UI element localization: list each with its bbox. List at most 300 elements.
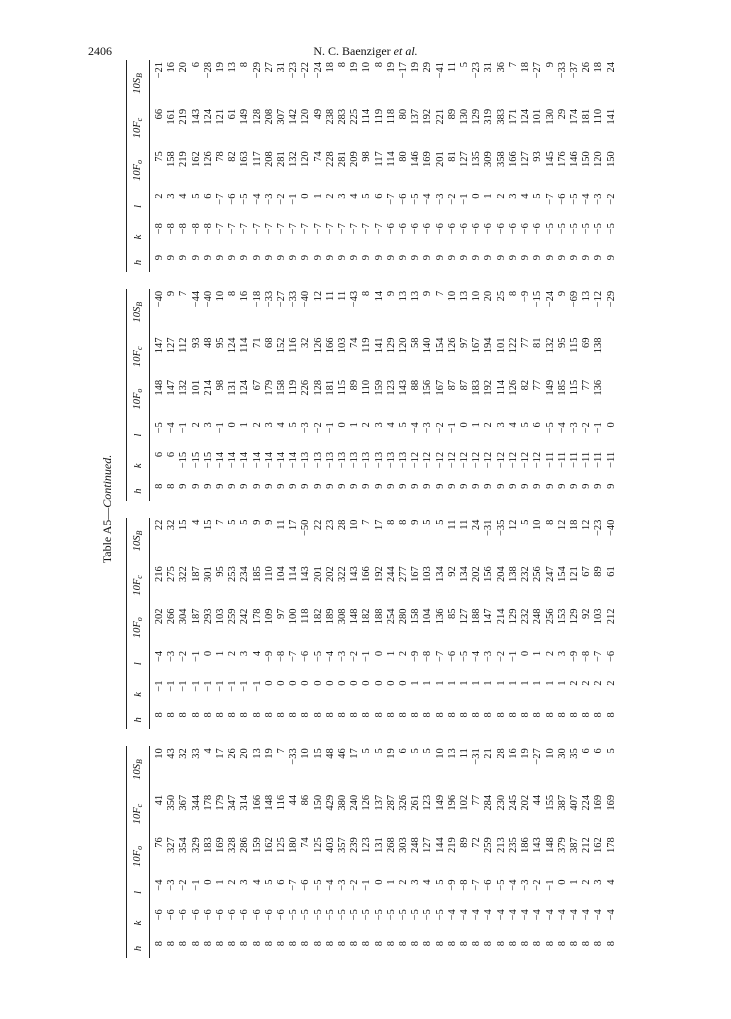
table-cell: 143 xyxy=(398,379,410,396)
table-cell: 8 xyxy=(263,712,275,718)
table-cell: 92 xyxy=(581,608,593,620)
table-cell: 5 xyxy=(373,748,385,754)
table-cell: 127 xyxy=(422,837,434,853)
table-row xyxy=(459,60,471,958)
table-cell: 8 xyxy=(568,940,580,947)
column-gap xyxy=(508,729,520,746)
table-row xyxy=(349,60,361,958)
table-cell: 256 xyxy=(544,608,556,625)
column-gap xyxy=(300,729,312,746)
table-cell: 2 xyxy=(227,650,239,657)
table-cell: −2 xyxy=(532,879,544,891)
table-cell: 9 xyxy=(520,254,532,261)
table-cell: −1 xyxy=(593,422,605,434)
table-cell: 120 xyxy=(300,108,312,125)
table-cell: 126 xyxy=(361,794,373,811)
column-header xyxy=(127,253,150,272)
column-header xyxy=(127,564,150,606)
table-cell: −2 xyxy=(312,422,324,434)
table-cell: 216 xyxy=(154,566,165,582)
table-cell: 8 xyxy=(166,712,178,718)
table-cell: −29 xyxy=(605,290,617,308)
table-cell: 326 xyxy=(398,794,410,811)
table-cell: −14 xyxy=(288,451,300,469)
table-cell: 183 xyxy=(471,379,483,396)
table-cell: 247 xyxy=(544,566,556,582)
table-cell: −8 xyxy=(202,223,214,235)
table-cell: 9 xyxy=(373,483,385,489)
table-cell: −4 xyxy=(593,909,605,921)
table-row xyxy=(593,60,605,958)
column-gap xyxy=(386,729,398,746)
table-cell: 135 xyxy=(471,151,483,167)
table-cell: −12 xyxy=(410,451,422,469)
table-cell: 2 xyxy=(227,879,239,885)
column-header-subscript: c xyxy=(135,346,144,351)
table-cell: 1 xyxy=(422,680,434,686)
table-cell: −8 xyxy=(422,650,434,663)
table-cell: 19 xyxy=(385,748,397,759)
table-cell: −7 xyxy=(544,193,556,205)
table-cell: 209 xyxy=(349,151,361,167)
table-cell: 239 xyxy=(349,837,361,853)
column-gap xyxy=(496,729,508,746)
column-gap xyxy=(300,501,312,518)
table-cell: −7 xyxy=(263,223,275,235)
table-cell: 124 xyxy=(520,108,532,125)
column-header-symbol: l xyxy=(132,433,144,437)
table-cell: 30 xyxy=(556,748,568,759)
table-cell: 19 xyxy=(263,748,275,759)
table-cell: 268 xyxy=(385,837,397,853)
column-header xyxy=(127,420,150,450)
table-cell: 3 xyxy=(202,422,214,428)
running-head xyxy=(0,44,731,59)
column-gap xyxy=(557,729,569,746)
column-gap xyxy=(459,729,471,746)
table-cell: 212 xyxy=(581,837,593,853)
column-gap xyxy=(532,272,544,289)
table-cell: 8 xyxy=(532,712,544,718)
table-cell: 1 xyxy=(471,422,483,428)
table-cell: 93 xyxy=(532,151,544,162)
table-cell: 0 xyxy=(459,422,471,428)
table-cell: 116 xyxy=(276,794,288,811)
table-cell: −5 xyxy=(398,909,410,921)
table-cell: −23 xyxy=(288,62,300,79)
table-cell: −3 xyxy=(337,650,349,663)
table-cell: 8 xyxy=(507,940,519,947)
table-cell: 125 xyxy=(276,837,288,853)
table-cell: −12 xyxy=(483,451,495,469)
table-cell: −1 xyxy=(178,422,190,434)
column-header-symbol: k xyxy=(132,463,144,469)
column-gap xyxy=(166,501,178,518)
table-cell: 171 xyxy=(507,108,519,125)
table-cell: 5 xyxy=(190,193,202,199)
table-row xyxy=(325,60,337,958)
table-cell: 8 xyxy=(520,712,532,718)
table-cell: −1 xyxy=(190,650,202,663)
table-cell: −69 xyxy=(568,290,580,308)
table-cell: 74 xyxy=(349,337,361,349)
table-row xyxy=(410,60,422,958)
table-cell: 127 xyxy=(520,151,532,167)
table-cell: −4 xyxy=(520,909,532,921)
column-gap xyxy=(386,501,398,518)
table-cell: 80 xyxy=(398,151,410,162)
table-cell: 180 xyxy=(288,837,300,853)
table-cell: 4 xyxy=(251,879,263,885)
table-cell: −7 xyxy=(385,193,397,205)
table-cell: −6 xyxy=(483,223,495,235)
table-cell: −21 xyxy=(154,62,165,79)
column-gap xyxy=(127,272,150,289)
table-cell: 9 xyxy=(227,483,239,489)
table-cell: 2 xyxy=(581,879,593,885)
table-cell: 132 xyxy=(544,337,556,354)
column-gap xyxy=(496,272,508,289)
table-cell: −4 xyxy=(154,879,165,891)
table-cell: 2 xyxy=(324,193,336,199)
table-cell: 9 xyxy=(385,290,397,297)
table-cell: 124 xyxy=(239,379,251,396)
table-cell: −7 xyxy=(215,193,227,205)
column-gap xyxy=(410,272,422,289)
table-cell: 159 xyxy=(373,379,385,396)
table-cell: 9 xyxy=(251,483,263,489)
column-header-symbol: 10F xyxy=(132,578,143,596)
table-cell: −28 xyxy=(202,62,214,79)
table-cell: −6 xyxy=(483,879,495,891)
table-cell: 0 xyxy=(373,879,385,885)
table-cell: 17 xyxy=(288,519,300,531)
table-cell: 143 xyxy=(190,108,202,125)
table-cell: −9 xyxy=(520,290,532,303)
column-header-symbol: 10S xyxy=(132,306,143,323)
table-cell: 308 xyxy=(337,608,349,625)
table-cell: 8 xyxy=(495,940,507,947)
table-cell: 77 xyxy=(532,379,544,391)
running-head-authors: N. C. Baenziger xyxy=(313,44,394,58)
column-gap xyxy=(361,501,373,518)
table-cell: 280 xyxy=(398,608,410,625)
column-header-symbol: 10F xyxy=(132,163,143,181)
table-cell: 131 xyxy=(227,379,239,396)
table-cell: 1 xyxy=(239,422,251,428)
table-cell: 2 xyxy=(251,422,263,428)
table-cell: 10 xyxy=(361,62,373,73)
table-cell: −6 xyxy=(471,223,483,235)
table-cell: 127 xyxy=(166,337,178,354)
table-cell: 8 xyxy=(154,483,165,489)
table-cell: 89 xyxy=(446,108,458,120)
table-cell: 187 xyxy=(190,608,202,625)
table-row xyxy=(532,60,544,958)
table-cell: 202 xyxy=(154,608,165,625)
column-header xyxy=(127,149,150,191)
table-row xyxy=(252,60,264,958)
column-gap xyxy=(520,272,532,289)
table-cell: 9 xyxy=(507,483,519,489)
table-cell: −7 xyxy=(288,223,300,235)
table-cell: 120 xyxy=(593,151,605,167)
table-cell: 114 xyxy=(495,379,507,396)
column-header xyxy=(127,907,150,939)
column-gap xyxy=(557,501,569,518)
table-cell: 1 xyxy=(434,680,446,686)
table-cell: −5 xyxy=(459,650,471,663)
table-cell: 8 xyxy=(337,62,349,68)
table-cell: 367 xyxy=(178,794,190,811)
table-cell: −6 xyxy=(251,909,263,921)
table-cell: −31 xyxy=(471,748,483,765)
table-cell: 8 xyxy=(568,712,580,718)
table-cell: −44 xyxy=(190,290,202,308)
table-cell: 225 xyxy=(349,108,361,125)
table-cell: −2 xyxy=(605,193,617,205)
table-cell: −1 xyxy=(154,680,165,692)
table-cell: 5 xyxy=(288,422,300,428)
table-cell: 129 xyxy=(385,337,397,354)
table-cell: −11 xyxy=(605,451,617,468)
table-cell: −6 xyxy=(422,223,434,235)
table-cell: 9 xyxy=(483,254,495,261)
table-cell: 9 xyxy=(190,254,202,261)
column-gap xyxy=(508,501,520,518)
table-row xyxy=(557,60,569,958)
table-cell: −4 xyxy=(544,909,556,921)
table-cell: 204 xyxy=(495,566,507,582)
table-cell: 136 xyxy=(434,608,446,625)
table-cell: 232 xyxy=(520,608,532,625)
table-cell: 131 xyxy=(373,837,385,853)
table-cell: −4 xyxy=(483,909,495,921)
table-cell: 248 xyxy=(410,837,422,853)
table-cell: 387 xyxy=(568,837,580,853)
column-gap xyxy=(239,501,251,518)
table-cell: 76 xyxy=(154,837,165,848)
table-cell: 0 xyxy=(398,680,410,686)
table-cell: −12 xyxy=(422,451,434,469)
table-cell: 221 xyxy=(434,108,446,125)
column-gap xyxy=(593,501,605,518)
table-cell: −40 xyxy=(605,519,617,537)
table-cell: 123 xyxy=(422,794,434,811)
table-cell: 8 xyxy=(312,712,324,718)
table-cell: 309 xyxy=(483,151,495,167)
table-cell: 112 xyxy=(178,337,190,353)
table-cell: 228 xyxy=(324,151,336,167)
column-header-subscript: o xyxy=(135,617,144,622)
table-cell: 261 xyxy=(410,794,422,811)
table-cell: 8 xyxy=(422,712,434,718)
table-cell: 344 xyxy=(190,794,202,811)
table-cell: 187 xyxy=(190,566,202,582)
table-cell: 13 xyxy=(398,290,410,302)
table-cell: −5 xyxy=(324,909,336,921)
table-cell: 125 xyxy=(312,837,324,853)
table-cell: 167 xyxy=(471,337,483,354)
table-cell: −2 xyxy=(495,650,507,663)
table-row xyxy=(374,60,386,958)
table-cell: 179 xyxy=(215,794,227,811)
table-cell: 3 xyxy=(263,422,275,428)
table-cell: 2 xyxy=(483,422,495,428)
column-gap xyxy=(532,729,544,746)
table-cell: 240 xyxy=(349,794,361,811)
column-header xyxy=(127,518,150,565)
table-cell: −4 xyxy=(581,909,593,921)
table-cell: 12 xyxy=(556,519,568,531)
table-cell: −9 xyxy=(446,879,458,891)
table-cell: 8 xyxy=(202,940,214,947)
table-cell: −7 xyxy=(324,223,336,235)
table-cell: 8 xyxy=(471,940,483,947)
table-cell: 9 xyxy=(215,254,227,261)
table-cell: 181 xyxy=(324,379,336,396)
table-cell: −14 xyxy=(239,451,251,469)
table-cell: 8 xyxy=(202,712,214,718)
table-cell: 77 xyxy=(471,794,483,806)
table-cell: 10 xyxy=(300,748,312,759)
table-cell: −27 xyxy=(532,748,544,765)
table-cell: 4 xyxy=(385,422,397,428)
column-gap xyxy=(325,272,337,289)
column-gap xyxy=(545,501,557,518)
table-cell: 11 xyxy=(324,290,336,302)
column-gap xyxy=(252,729,264,746)
table-cell: −6 xyxy=(227,193,239,205)
table-cell: −2 xyxy=(178,879,190,891)
column-gap xyxy=(264,729,276,746)
table-cell: −27 xyxy=(532,62,544,79)
table-cell: 23 xyxy=(324,519,336,531)
table-cell: 127 xyxy=(459,151,471,167)
table-cell: −4 xyxy=(556,422,568,434)
table-cell: 8 xyxy=(483,940,495,947)
table-cell: 201 xyxy=(312,566,324,582)
table-cell: 103 xyxy=(422,566,434,582)
table-cell: 226 xyxy=(300,379,312,396)
table-cell: 178 xyxy=(202,794,214,811)
column-header xyxy=(127,336,150,378)
table-cell: −15 xyxy=(202,451,214,469)
table-cell: 2 xyxy=(154,193,165,199)
table-caption-continued: Continued. xyxy=(100,454,114,508)
table-cell: −33 xyxy=(288,290,300,308)
table-cell: 18 xyxy=(593,62,605,73)
column-gap xyxy=(361,272,373,289)
table-cell: 5 xyxy=(520,422,532,428)
table-cell: 16 xyxy=(507,748,519,759)
table-cell: 9 xyxy=(532,254,544,261)
table-cell: 2 xyxy=(398,879,410,885)
table-cell: 169 xyxy=(605,794,617,811)
table-cell: −4 xyxy=(422,193,434,205)
table-cell: 143 xyxy=(349,566,361,582)
table-cell: 17 xyxy=(373,519,385,531)
table-cell: 0 xyxy=(227,422,239,428)
table-cell: −7 xyxy=(373,223,385,235)
table-cell: −5 xyxy=(544,422,556,434)
table-cell: 9 xyxy=(471,254,483,261)
table-cell: −4 xyxy=(507,909,519,921)
table-cell: 6 xyxy=(593,748,605,754)
table-cell: 8 xyxy=(239,62,251,68)
table-cell: 387 xyxy=(556,794,568,811)
table-cell: 219 xyxy=(178,108,190,125)
table-cell: 232 xyxy=(520,566,532,582)
column-gap xyxy=(349,272,361,289)
table-cell: 126 xyxy=(312,337,324,354)
table-cell: 13 xyxy=(446,748,458,759)
column-gap xyxy=(313,501,325,518)
table-cell: −4 xyxy=(507,879,519,891)
table-cell: 169 xyxy=(422,151,434,167)
table-cell: 144 xyxy=(434,837,446,853)
table-cell: 9 xyxy=(544,62,556,68)
table-cell: 116 xyxy=(288,337,300,353)
table-cell: 28 xyxy=(495,748,507,759)
column-header-symbol: 10F xyxy=(132,350,143,367)
table-cell: 134 xyxy=(434,566,446,582)
column-header-subscript: B xyxy=(135,73,144,78)
table-row xyxy=(386,60,398,958)
column-gap xyxy=(361,729,373,746)
table-cell: 194 xyxy=(483,337,495,354)
column-gap xyxy=(374,501,386,518)
column-header-symbol: l xyxy=(132,662,144,666)
table-cell: 148 xyxy=(544,837,556,853)
table-cell: 132 xyxy=(288,151,300,167)
column-gap xyxy=(227,729,239,746)
column-header xyxy=(127,221,150,253)
table-cell: 58 xyxy=(410,337,422,349)
table-cell: 8 xyxy=(556,712,568,718)
table-cell: 8 xyxy=(227,712,239,718)
column-gap xyxy=(569,729,581,746)
table-cell: 8 xyxy=(385,519,397,525)
column-gap xyxy=(349,501,361,518)
table-cell: −5 xyxy=(593,223,605,235)
table-cell: −3 xyxy=(337,879,349,891)
table-cell: 80 xyxy=(398,108,410,120)
table-cell: 86 xyxy=(300,794,312,806)
table-cell: −5 xyxy=(154,422,165,434)
table-cell: −7 xyxy=(312,223,324,235)
table-cell: 44 xyxy=(288,794,300,806)
table-cell: 103 xyxy=(337,337,349,354)
table-cell: −4 xyxy=(154,650,165,663)
table-cell: −4 xyxy=(251,193,263,205)
table-cell: 36 xyxy=(495,62,507,73)
table-cell: 162 xyxy=(263,837,275,853)
table-cell: 3 xyxy=(373,422,385,428)
table-cell: 26 xyxy=(227,748,239,759)
table-cell: −4 xyxy=(166,422,178,434)
table-cell: −15 xyxy=(532,290,544,308)
table-cell: 380 xyxy=(337,794,349,811)
table-cell: −6 xyxy=(398,193,410,205)
table-cell: 8 xyxy=(495,712,507,718)
table-row xyxy=(471,60,483,958)
column-gap xyxy=(447,501,459,518)
table-cell: 283 xyxy=(337,108,349,125)
table-cell: 8 xyxy=(385,940,397,947)
table-cell: −1 xyxy=(166,680,178,692)
column-gap xyxy=(569,272,581,289)
